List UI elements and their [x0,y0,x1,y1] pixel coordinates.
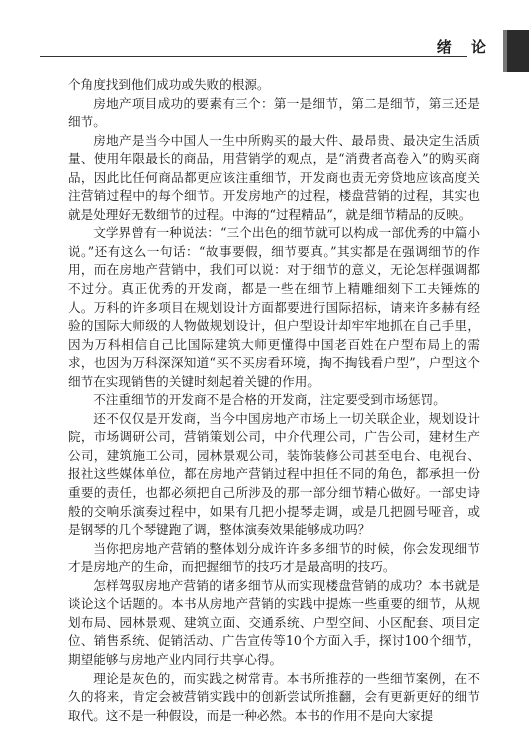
header-rule [40,56,467,57]
running-header-title: 绪 论 [436,38,493,56]
body-text [68,76,480,725]
paragraph: 怎样驾驭房地产营销的诸多细节从而实现楼盘营销的成功？本书就是谈论这个话题的。本书从房地产营销的实践中提炼一些重要的细节，从规划布局、园林景观、建筑立面、交通系统、户型空间、小区配套、项目定位、销售系统、促销活动、广告宣传等10个方面入手，探讨100个细节，期望能够与房地产业内同行共享心得。 [68,577,480,667]
paragraph: 文学界曾有一种说法：“三个出色的细节就可以构成一部优秀的中篇小说。”还有这么一句话：“故事要假，细节要真。”其实都是在强调细节的作用，而在房地产营销中，我们可以说：对于细节的意义，无论怎样强调都不过分。真正优秀的开发商，都是一些在细节上精雕细刻下工夫锤炼的人。万科的许多项目在规划设计方面都要进行国际招标，请来许多赫有经验的国际大师级的人物做规划设计，但户型设计却牢牢地抓在自己手里，因为万科相信自己比国际建筑大师更懂得中国老百姓在户型布局上的需求，也因为万科深深知道“买不买房看环境，掏不掏钱看户型”，户型这个细节在实现销售的关键时刻起着关键的作用。 [68,225,480,389]
paragraph: 房地产项目成功的要素有三个：第一是细节，第二是细节，第三还是细节。 [68,95,480,130]
paragraph: 还不仅仅是开发商，当今中国房地产市场上一切关联企业，规划设计院，市场调研公司，营销策划公司，中介代理公司，广告公司，建材生产公司，建筑施工公司，园林景观公司，装饰装修公司甚至电台、电视台、报社这些媒体单位，都在房地产营销过程中担任不同的角色，都承担一份重要的责任，也都必须把自己所涉及的那一部分细节精心做好。一部史诗般的交响乐演奏过程中，如果有几把小提琴走调，或是几把圆号哑音，或是钢琴的几个琴键跑了调，整体演奏效果能够成功吗？ [68,410,480,538]
page-corner-marker [507,30,529,72]
paragraph: 理论是灰色的，而实践之树常青。本书所推荐的一些细节案例，在不久的将来，肯定会被营销实践中的创新尝试所推翻，会有更新更好的细节取代。这不是一种假设，而是一种必然。本书的作用不是向大家提 [68,670,480,723]
paragraph: 不注重细节的开发商不是合格的开发商，注定要受到市场惩罚。 [93,392,446,408]
paragraph: 当你把房地产营销的整体划分成许许多多细节的时候，你会发现细节才是房地产的生命，而把握细节的技巧才是最高明的技巧。 [68,540,480,575]
paragraph: 个角度找到他们成功或失败的根源。 [68,77,270,92]
paragraph: 房地产是当今中国人一生中所购买的最大件、最昂贵、最决定生活质量、使用年限最长的商品，用营销学的观点，是“消费者高卷入”的购买商品，因此比任何商品都更应该注重细节，开发商也责无旁贷地应该高度关注营销过程中的每个细节。开发房地产的过程，楼盘营销的过程，其实也就是处理好无数细节的过程。中海的“过程精品”，就是细节精品的反映。 [68,132,480,222]
